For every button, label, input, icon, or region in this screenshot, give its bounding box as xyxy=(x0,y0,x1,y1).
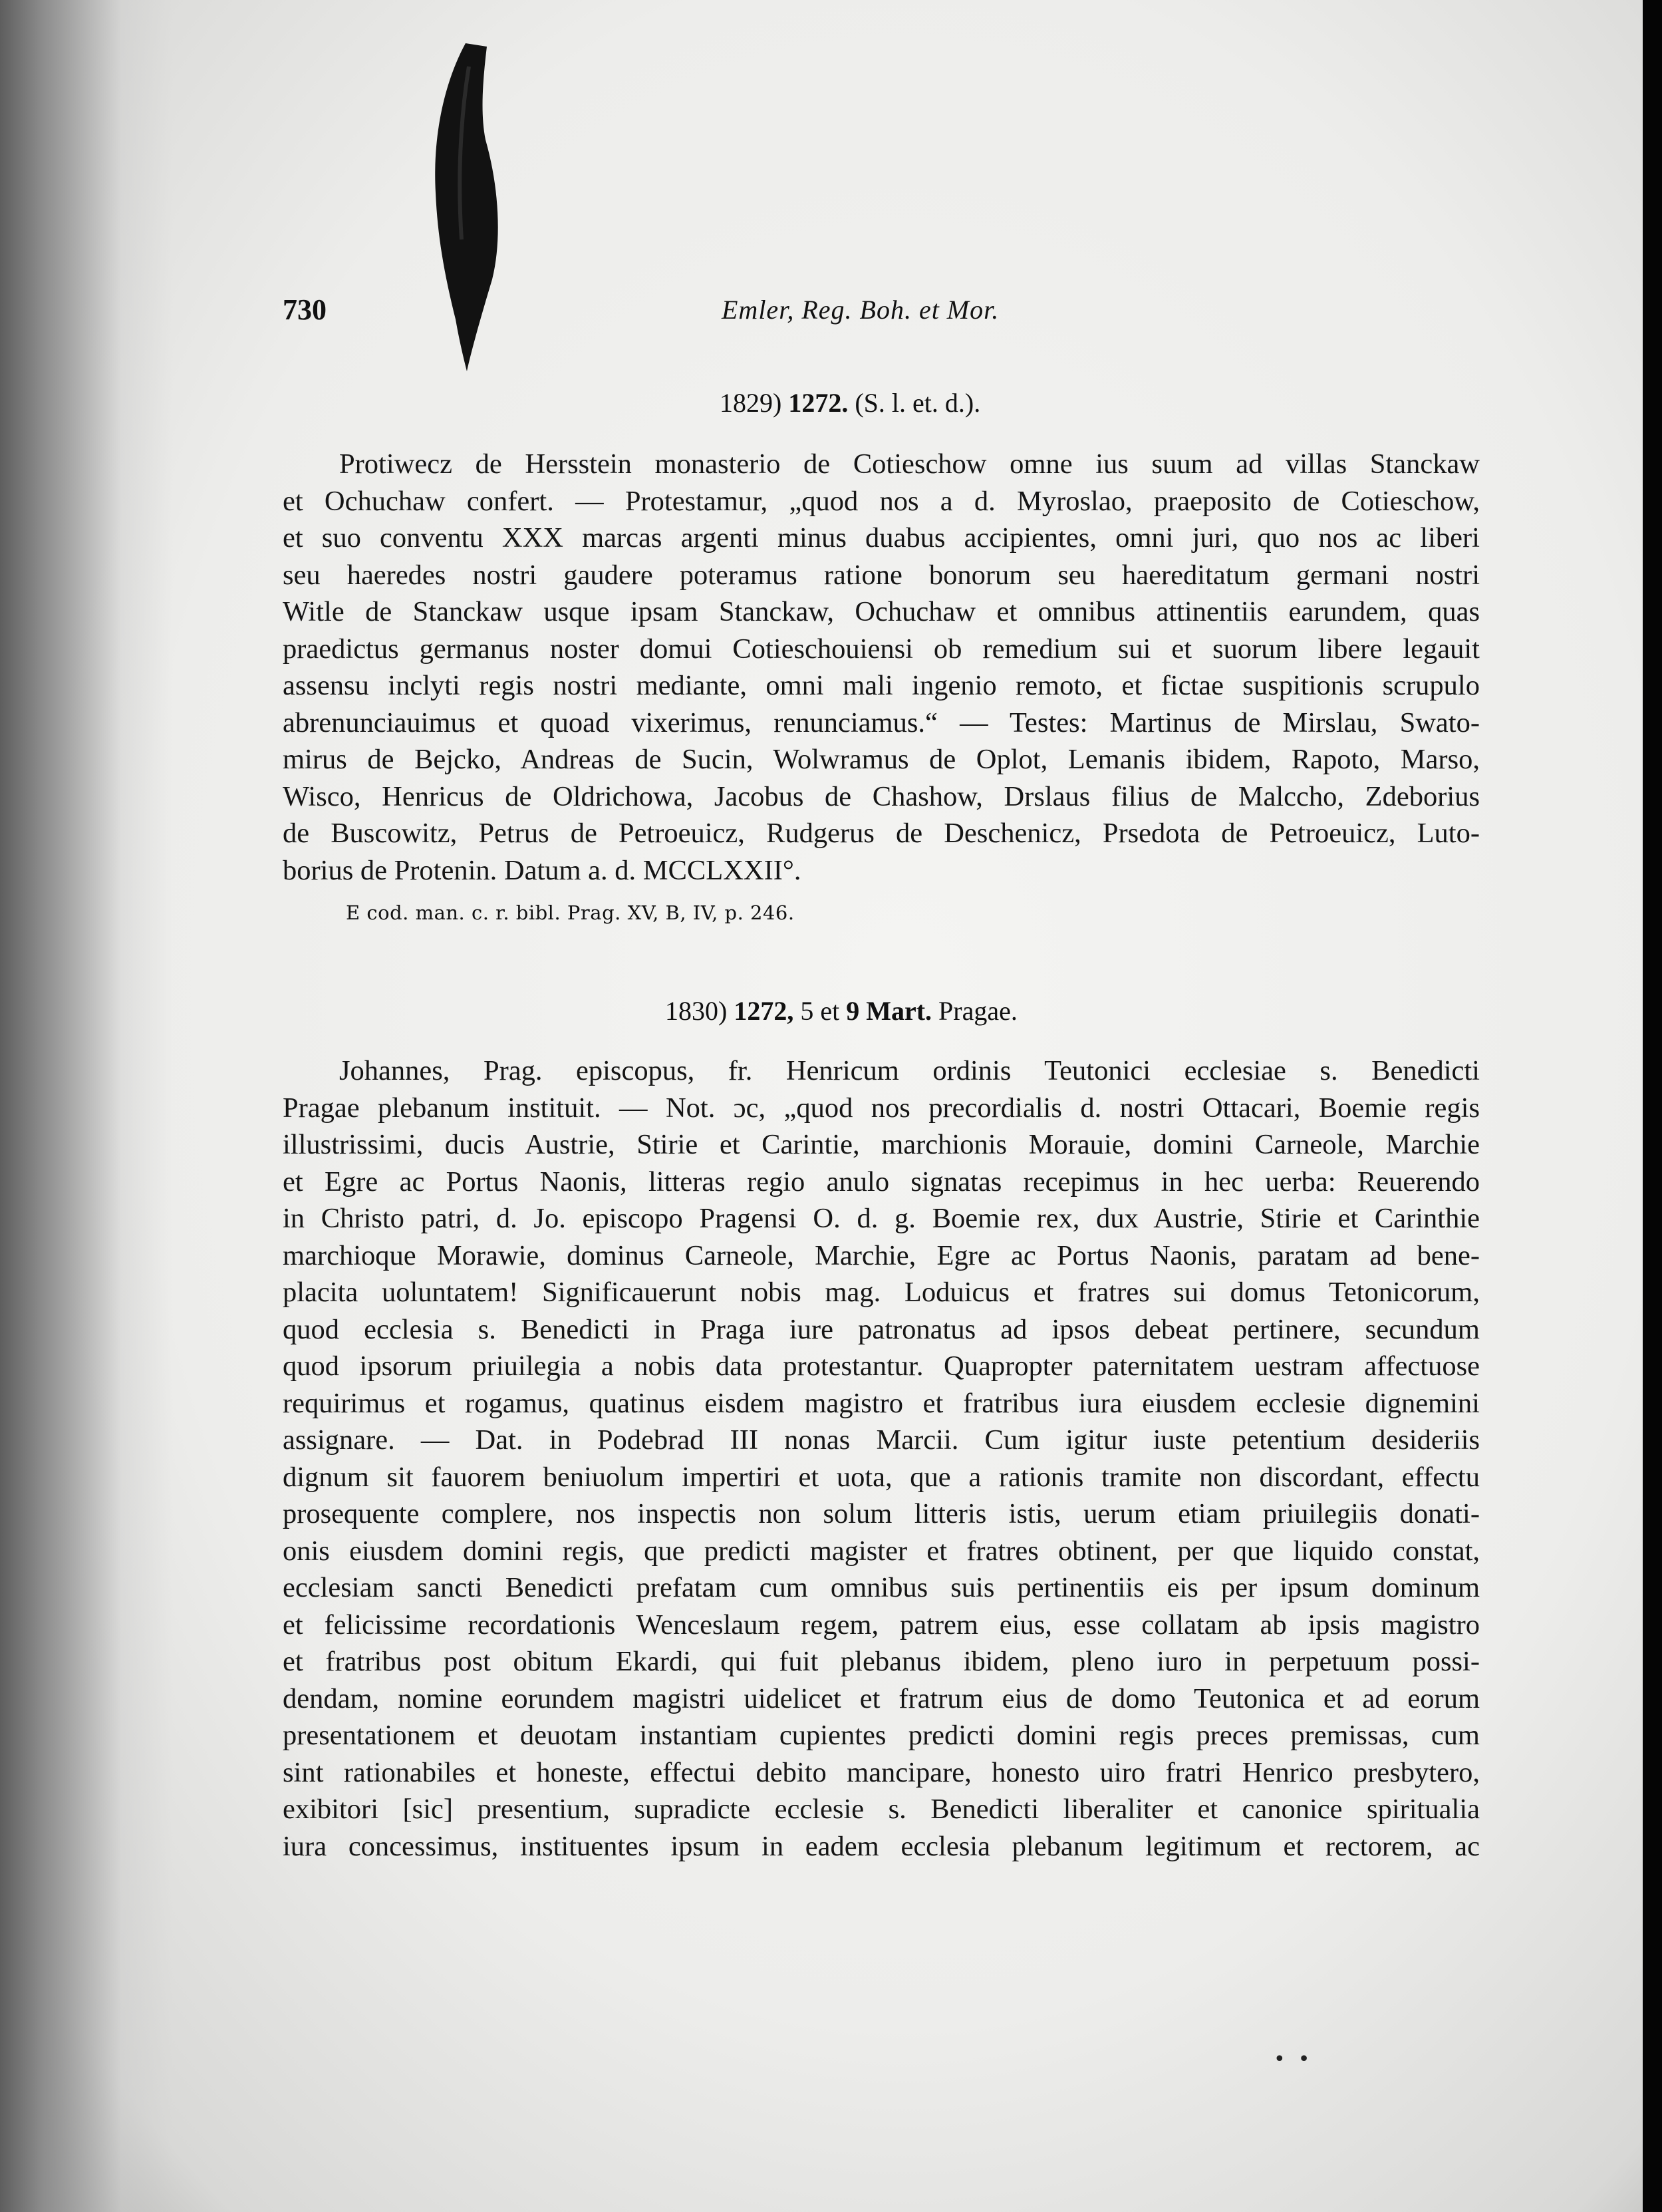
entry-1829-text xyxy=(283,446,1480,889)
text-line: Witle de Stanckaw usque ipsam Stanckaw, Ochuchaw et omnibus attinentiis earundem, quas xyxy=(283,596,1480,627)
text-line: et Egre ac Portus Naonis, litteras regio anulo signatas recepimus in hec uerba: Reuerendo xyxy=(283,1166,1480,1197)
entry-date: (S. l. et. d.). xyxy=(855,388,981,418)
text-line: et suo conventu XXX marcas argenti minus duabus accipientes, omni juri, quo nos ac liberi xyxy=(283,522,1480,553)
text-line: assensu inclyti regis nostri mediante, omni mali ingenio remoto, et fictae suspitionis scrupulo xyxy=(283,670,1480,701)
text-line: sint rationabiles et honeste, effectui debito mancipare, honesto uiro fratri Henrico presbytero, xyxy=(283,1756,1480,1788)
entry-year: 1272. xyxy=(788,388,849,418)
running-title: Emler, Reg. Boh. et Mor. xyxy=(722,295,1000,325)
text-line: Pragae plebanum instituit. — Not. ɔc, „quod nos precordialis d. nostri Ottacari, Boemie regis xyxy=(283,1092,1480,1124)
text-line: abrenunciauimus et quoad vixerimus, renunciamus.“ — Testes: Martinus de Mirslau, Swato- xyxy=(283,707,1480,738)
text-line: marchioque Morawie, dominus Carneole, Marchie, Egre ac Portus Naonis, paratam ad bene- xyxy=(283,1239,1480,1271)
text-line: et Ochuchaw confert. — Protestamur, „quod nos a d. Myroslao, praeposito de Cotieschow, xyxy=(283,485,1480,517)
text-line: ecclesiam sancti Benedicti prefatam cum omnibus suis pertinentiis eis per ipsum dominum xyxy=(283,1572,1480,1603)
entry-number: 1829) xyxy=(720,388,782,418)
scan-border xyxy=(1643,0,1662,2212)
text-line: in Christo patri, d. Jo. episcopo Pragensi O. d. g. Boemie rex, dux Austrie, Stirie et Carinthie xyxy=(283,1203,1480,1234)
entry-1830-heading xyxy=(665,995,1018,1027)
text-line: presentationem et deuotam instantiam cupientes predicti domini regis preces premissas, cum xyxy=(283,1720,1480,1751)
text-line: mirus de Bejcko, Andreas de Sucin, Wolwramus de Oplot, Lemanis ibidem, Rapoto, Marso, xyxy=(283,744,1480,775)
text-line: Protiwecz de Hersstein monasterio de Cotieschow omne ius suum ad villas Stanckaw xyxy=(339,448,1480,480)
entry-1829-heading xyxy=(720,387,980,418)
text-line: Johannes, Prag. episcopus, fr. Henricum ordinis Teutonici ecclesiae s. Benedicti xyxy=(339,1055,1480,1086)
text-line: et fratribus post obitum Ekardi, qui fuit plebanus ibidem, pleno iuro in perpetuum possi- xyxy=(283,1646,1480,1677)
scan-specks: • • xyxy=(1274,2048,1310,2071)
source-note: E cod. man. c. r. bibl. Prag. XV, B, IV, p. 246. xyxy=(346,901,795,924)
entry-year: 1272, xyxy=(734,996,794,1026)
text-line: borius de Protenin. Datum a. d. MCCLXXII°. xyxy=(283,854,801,886)
text-line: onis eiusdem domini regis, que predicti magister et fratres obtinent, per que liquido constat, xyxy=(283,1535,1480,1567)
text-line: de Buscowitz, Petrus de Petroeuicz, Rudgerus de Deschenicz, Prsedota de Petroeuicz, Luto- xyxy=(283,818,1480,849)
text-line: quod ecclesia s. Benedicti in Praga iure patronatus ad ipsos debeat pertinere, secundum xyxy=(283,1313,1480,1345)
text-line: illustrissimi, ducis Austrie, Stirie et Carintie, marchionis Morauie, domini Carneole, Marchie xyxy=(283,1129,1480,1160)
text-line: iura concessimus, instituentes ipsum in eadem ecclesia plebanum legitimum et rectorem, ac xyxy=(283,1830,1480,1862)
text-line: requirimus et rogamus, quatinus eisdem magistro et fratribus iura eiusdem ecclesie dignemini xyxy=(283,1387,1480,1419)
text-line: quod ipsorum priuilegia a nobis data protestantur. Quapropter paternitatem uestram affectuose xyxy=(283,1350,1480,1382)
text-line: seu haeredes nostri gaudere poteramus ratione bonorum seu haereditatum germani nostri xyxy=(283,559,1480,591)
entry-number: 1830) xyxy=(665,996,728,1026)
text-line: exibitori [sic] presentium, supradicte ecclesie s. Benedicti liberaliter et canonice spiritualia xyxy=(283,1794,1480,1825)
page-header xyxy=(283,293,1041,339)
text-line: assignare. — Dat. in Podebrad III nonas Marcii. Cum igitur iuste petentium desideriis xyxy=(283,1424,1480,1456)
entry-date: 5 et xyxy=(800,996,840,1026)
text-line: placita uoluntatem! Significauerunt nobis mag. Loduicus et fratres sui domus Tetonicorum, xyxy=(283,1277,1480,1308)
page-number: 730 xyxy=(283,293,327,326)
entry-1830-text xyxy=(283,1052,1480,1865)
entry-place: Pragae. xyxy=(938,996,1018,1026)
text-line: et felicissime recordationis Wenceslaum regem, patrem eius, esse collatam ab ipsis magistro xyxy=(283,1609,1480,1641)
entry-day: 9 Mart. xyxy=(846,996,932,1026)
text-line: prosequente complere, nos inspectis non solum litteris istis, uerum etiam priuilegiis donati- xyxy=(283,1498,1480,1529)
text-line: dendam, nomine eorundem magistri uidelicet et fratrum eius de domo Teutonica et ad eorum xyxy=(283,1682,1480,1714)
scan-shadow xyxy=(0,0,173,2212)
text-line: dignum sit fauorem beniuolum impertiri et uota, que a rationis tramite non discordant, effectu xyxy=(283,1461,1480,1493)
text-line: Wisco, Henricus de Oldrichowa, Jacobus de Chashow, Drslaus filius de Malccho, Zdeborius xyxy=(283,780,1480,812)
text-line: praedictus germanus noster domui Cotieschouiensi ob remedium sui et suorum libere legauit xyxy=(283,633,1480,665)
